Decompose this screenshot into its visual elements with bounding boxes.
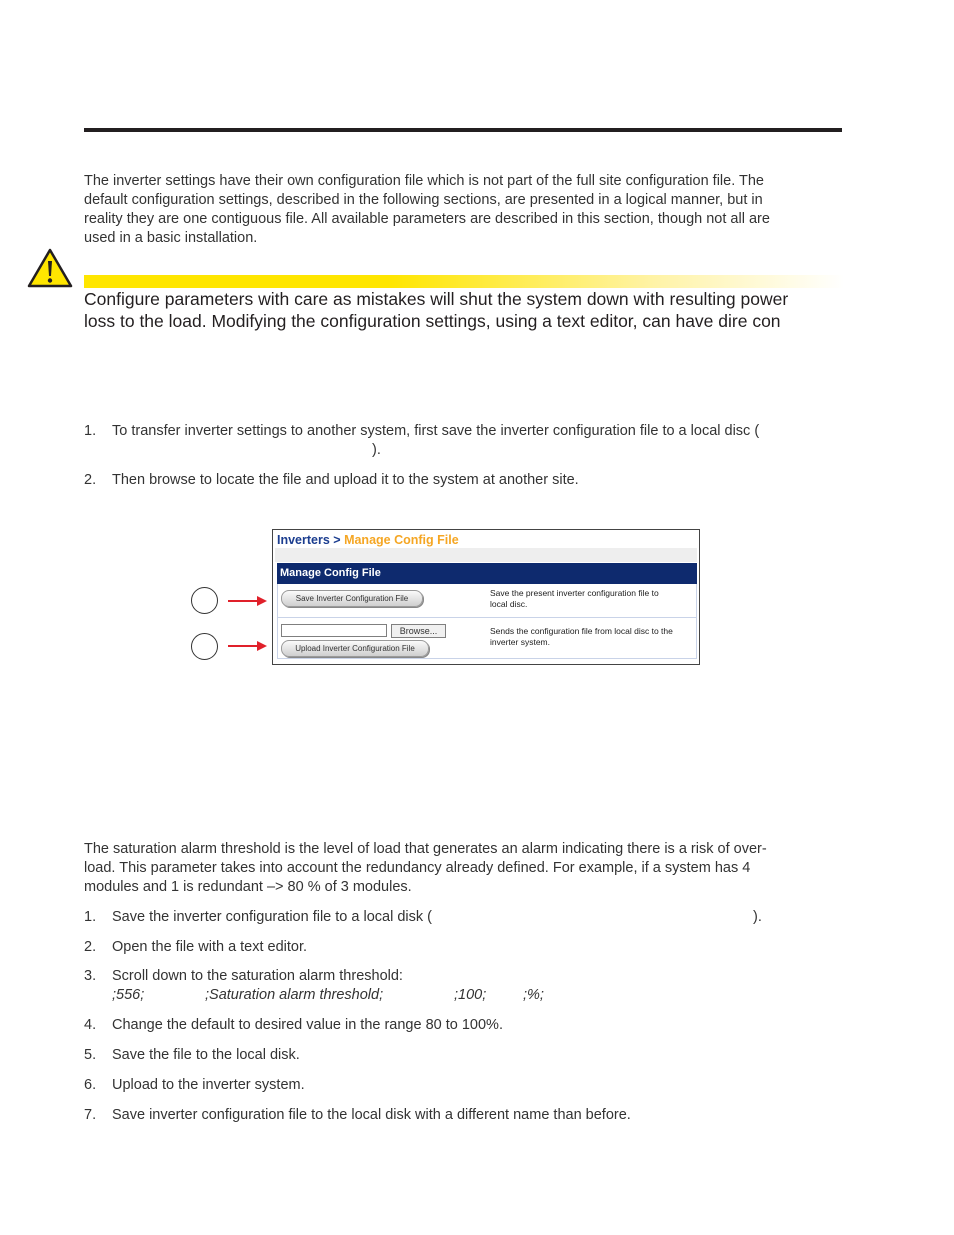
upload-inverter-config-button[interactable]: Upload Inverter Configuration File bbox=[281, 640, 429, 657]
breadcrumb-inverters-link[interactable]: Inverters bbox=[277, 533, 330, 547]
step-number: 6. bbox=[84, 1077, 97, 1093]
step-number: 4. bbox=[84, 1017, 97, 1033]
callout-circle-1 bbox=[191, 587, 218, 614]
code-fragment: ;%; bbox=[523, 987, 544, 1003]
code-fragment: ;Saturation alarm threshold; bbox=[205, 987, 384, 1003]
intro-paragraph bbox=[84, 172, 842, 248]
step-number: 2. bbox=[84, 939, 97, 955]
step-number: 1. bbox=[84, 909, 97, 925]
step-number: 7. bbox=[84, 1107, 97, 1123]
manage-config-screenshot bbox=[272, 529, 700, 665]
breadcrumb-strip bbox=[275, 548, 697, 562]
warning-bar bbox=[84, 275, 844, 288]
upload-description-line: Sends the configuration file from local disc to the bbox=[490, 626, 673, 636]
save-inverter-config-button[interactable]: Save Inverter Configuration File bbox=[281, 590, 423, 607]
breadcrumb-separator: > bbox=[329, 533, 345, 547]
intro-line: default configuration settings, described in the following sections, are presented in a logical manner, but in bbox=[84, 192, 763, 208]
warning-line: loss to the load. Modifying the configuration settings, using a text editor, can have dire con bbox=[84, 311, 781, 331]
step-text: Scroll down to the saturation alarm threshold: bbox=[112, 968, 403, 984]
warning-text bbox=[84, 288, 864, 332]
file-path-input[interactable] bbox=[281, 624, 387, 637]
step-text-tail: ). bbox=[753, 909, 762, 925]
code-fragment: ;556; bbox=[112, 987, 145, 1003]
upload-description-line: inverter system. bbox=[490, 637, 550, 647]
saturation-line: load. This parameter takes into account the redundancy already defined. For example, if a system has 4 bbox=[84, 860, 751, 876]
browse-button[interactable]: Browse... bbox=[391, 624, 446, 638]
save-description bbox=[490, 588, 659, 610]
saturation-line: The saturation alarm threshold is the level of load that generates an alarm indicating there is a risk of over- bbox=[84, 841, 767, 857]
upload-description bbox=[490, 626, 673, 648]
save-row bbox=[277, 584, 697, 618]
callout-circle-2 bbox=[191, 633, 218, 660]
step-text: Then browse to locate the file and upload it to the system at another site. bbox=[112, 472, 579, 488]
saturation-line: modules and 1 is redundant –> 80 % of 3 modules. bbox=[84, 879, 412, 895]
arrow-right-icon bbox=[228, 595, 268, 607]
save-description-line: Save the present inverter configuration file to bbox=[490, 588, 659, 598]
step-text: Save inverter configuration file to the local disk with a different name than before. bbox=[112, 1107, 631, 1123]
step-number: 1. bbox=[84, 423, 97, 439]
intro-line: The inverter settings have their own configuration file which is not part of the full site configuration file. The bbox=[84, 173, 764, 189]
step-number: 3. bbox=[84, 968, 97, 984]
step-number: 5. bbox=[84, 1047, 97, 1063]
step-text: Save the file to the local disk. bbox=[112, 1047, 300, 1063]
intro-line: used in a basic installation. bbox=[84, 230, 258, 246]
intro-line: reality they are one contiguous file. All available parameters are described in this section, though not all are bbox=[84, 211, 770, 227]
upload-row bbox=[277, 618, 697, 659]
breadcrumb-current-page: Manage Config File bbox=[344, 533, 459, 547]
warning-triangle-icon bbox=[27, 248, 73, 288]
arrow-right-icon bbox=[228, 640, 268, 652]
breadcrumb bbox=[277, 533, 459, 547]
step-text: Change the default to desired value in the range 80 to 100%. bbox=[112, 1017, 503, 1033]
save-description-line: local disc. bbox=[490, 599, 528, 609]
step-text: Save the inverter configuration file to a local disk ( bbox=[112, 909, 432, 925]
saturation-paragraph bbox=[84, 840, 842, 897]
panel-title: Manage Config File bbox=[277, 563, 697, 584]
step-number: 2. bbox=[84, 472, 97, 488]
step-text: To transfer inverter settings to another system, first save the inverter configuration file to a local disc ( bbox=[112, 423, 760, 439]
code-fragment: ;100; bbox=[454, 987, 487, 1003]
header-rule bbox=[84, 128, 842, 132]
step-text: Open the file with a text editor. bbox=[112, 939, 308, 955]
step-text: Upload to the inverter system. bbox=[112, 1077, 305, 1093]
step-text-tail: ). bbox=[372, 442, 381, 458]
warning-line: Configure parameters with care as mistakes will shut the system down with resulting power bbox=[84, 289, 789, 309]
